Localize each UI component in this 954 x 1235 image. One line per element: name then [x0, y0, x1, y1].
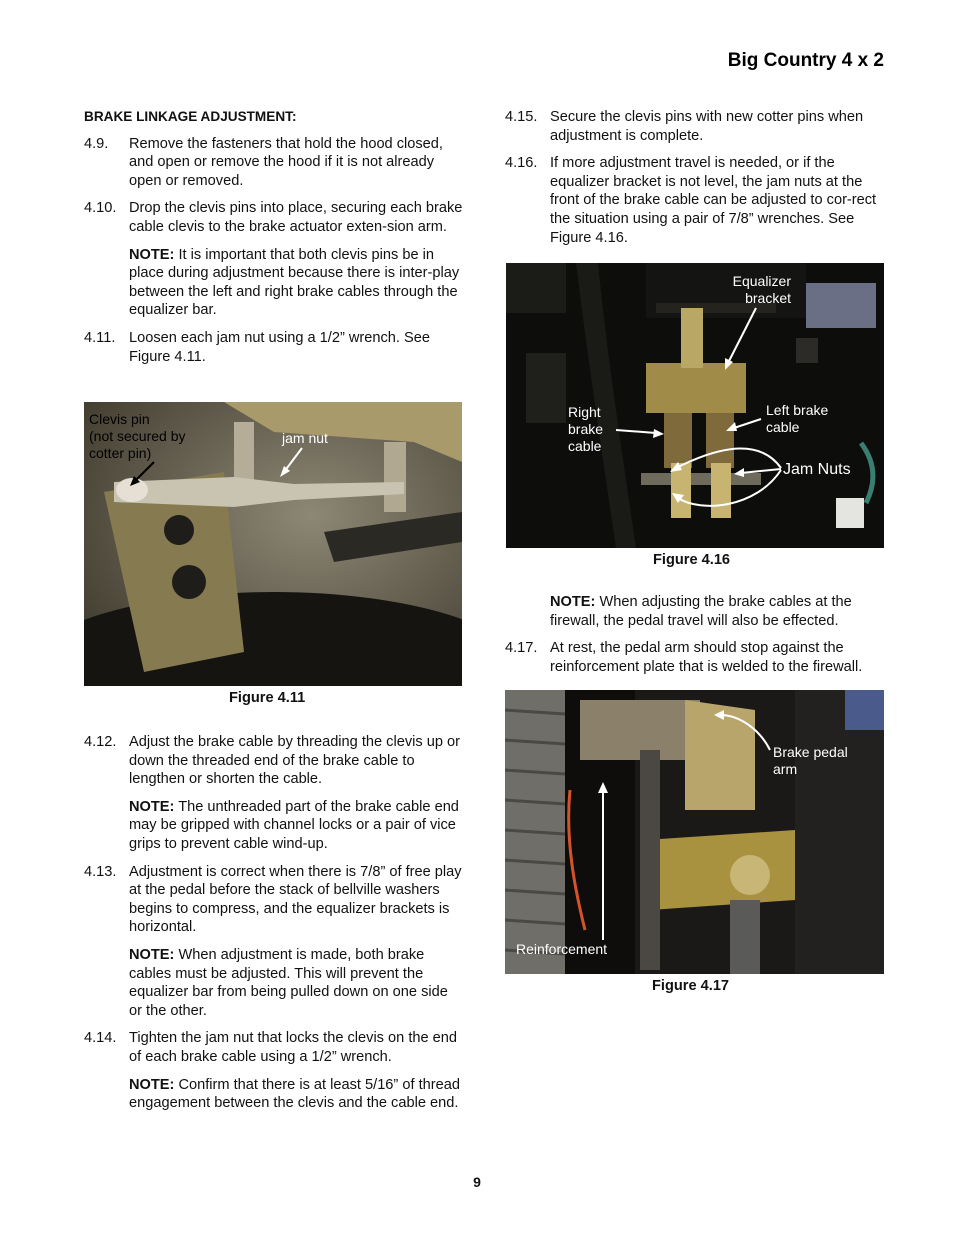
figure-4-16-caption: Figure 4.16	[653, 552, 731, 568]
figure-4-16-photo	[506, 263, 884, 548]
step-number: 4.12.	[84, 734, 117, 750]
step-text: Remove the fasteners that hold the hood closed, and open or remove the hood if it is not already open or removed.	[129, 135, 443, 189]
step-text: Drop the clevis pins into place, securing each brake cable clevis to the brake actuator exten-sion arm.	[129, 200, 463, 235]
right-column-middle	[505, 593, 885, 685]
note-4-10	[129, 246, 464, 320]
label-reinforcement: Reinforcement	[516, 941, 608, 957]
step-text: Loosen each jam nut using a 1/2” wrench. See Figure 4.11.	[129, 329, 430, 365]
step-4-17	[505, 639, 885, 676]
left-column-lower	[84, 733, 464, 1122]
note-label: NOTE:	[129, 1076, 175, 1093]
step-text: Adjustment is correct when there is 7/8” of free play at the pedal before the stack of bellville washers begins to compress, and the equalizer brackets is horizontal.	[129, 863, 462, 936]
note-4-16	[550, 593, 885, 630]
label-jam-nut: jam nut	[282, 430, 328, 446]
note-4-12	[129, 798, 464, 854]
note-4-14	[129, 1076, 464, 1113]
step-4-16	[505, 154, 885, 247]
label-right-brake-cable: Right brake cable	[568, 404, 604, 454]
step-text: Secure the clevis pins with new cotter pins when adjustment is complete.	[550, 109, 864, 144]
page-header-title: Big Country 4 x 2	[727, 50, 884, 71]
label-brake-pedal-arm: Brake pedal arm	[773, 744, 848, 777]
step-number: 4.14.	[84, 1030, 117, 1047]
note-text: It is important that both clevis pins be in place during adjustment because there is inter-play between the left and right brake cables through the equalizer bar.	[129, 246, 460, 319]
step-4-14	[84, 1029, 464, 1066]
label-clevis-pin: Clevis pin (not secured by cotter pin)	[89, 411, 186, 461]
step-number: 4.17.	[505, 640, 538, 657]
step-text: Tighten the jam nut that locks the clevis on the end of each brake cable using a 1/2” wrench.	[129, 1030, 458, 1065]
note-text: Confirm that there is at least 5/16” of thread engagement between the clevis and the cable end.	[129, 1076, 460, 1112]
figure-4-17-photo	[505, 690, 884, 974]
label-equalizer-bracket: Equalizer bracket	[732, 273, 791, 306]
step-number: 4.16.	[505, 155, 538, 172]
note-label: NOTE:	[550, 594, 596, 610]
right-column-top	[505, 108, 885, 256]
step-text: At rest, the pedal arm should stop against the reinforcement plate that is welded to the firewall.	[550, 640, 863, 675]
figure-4-16-arrows	[506, 263, 884, 548]
left-column	[84, 108, 464, 375]
note-text: The unthreaded part of the brake cable end may be gripped with channel locks or a pair of vice grips to prevent cable wind-up.	[129, 798, 459, 852]
figure-4-11-photo	[84, 402, 462, 686]
step-4-9	[84, 135, 464, 191]
step-4-12	[84, 733, 464, 789]
step-number: 4.13.	[84, 863, 117, 880]
step-number: 4.9.	[84, 135, 109, 152]
figure-4-17-caption: Figure 4.17	[652, 978, 730, 994]
note-label: NOTE:	[129, 798, 175, 815]
label-left-brake-cable: Left brake cable	[766, 402, 829, 435]
label-jam-nuts: Jam Nuts	[783, 461, 851, 478]
figure-4-11-caption: Figure 4.11	[229, 690, 306, 706]
step-number: 4.10.	[84, 200, 117, 217]
note-text: When adjustment is made, both brake cables must be adjusted. This will prevent the equalizer bar from being pulled down on one side or the other.	[129, 946, 448, 1019]
step-text: Adjust the brake cable by threading the clevis up or down the threaded end of the brake cable to lengthen or shorten the cable.	[129, 734, 460, 788]
step-4-15	[505, 108, 885, 145]
note-label: NOTE:	[129, 246, 175, 263]
note-4-13	[129, 946, 464, 1020]
figure-4-17-arrows	[505, 690, 884, 974]
step-text: If more adjustment travel is needed, or if the equalizer bracket is not level, the jam nuts at the front of the brake cable can be adjusted to cor-rect the situation using a pair of 7/8” wrenches. See Figure 4.16.	[550, 155, 877, 246]
step-4-11	[84, 329, 464, 366]
step-number: 4.15.	[505, 109, 538, 125]
figure-4-11-arrows	[84, 402, 462, 686]
note-text: When adjusting the brake cables at the firewall, the pedal travel will also be effected.	[550, 594, 852, 629]
note-label: NOTE:	[129, 946, 175, 963]
step-4-13	[84, 863, 464, 937]
page-number: 9	[473, 1174, 481, 1190]
section-title: BRAKE LINKAGE ADJUSTMENT:	[84, 109, 297, 124]
step-number: 4.11.	[84, 329, 116, 346]
step-4-10	[84, 199, 464, 236]
